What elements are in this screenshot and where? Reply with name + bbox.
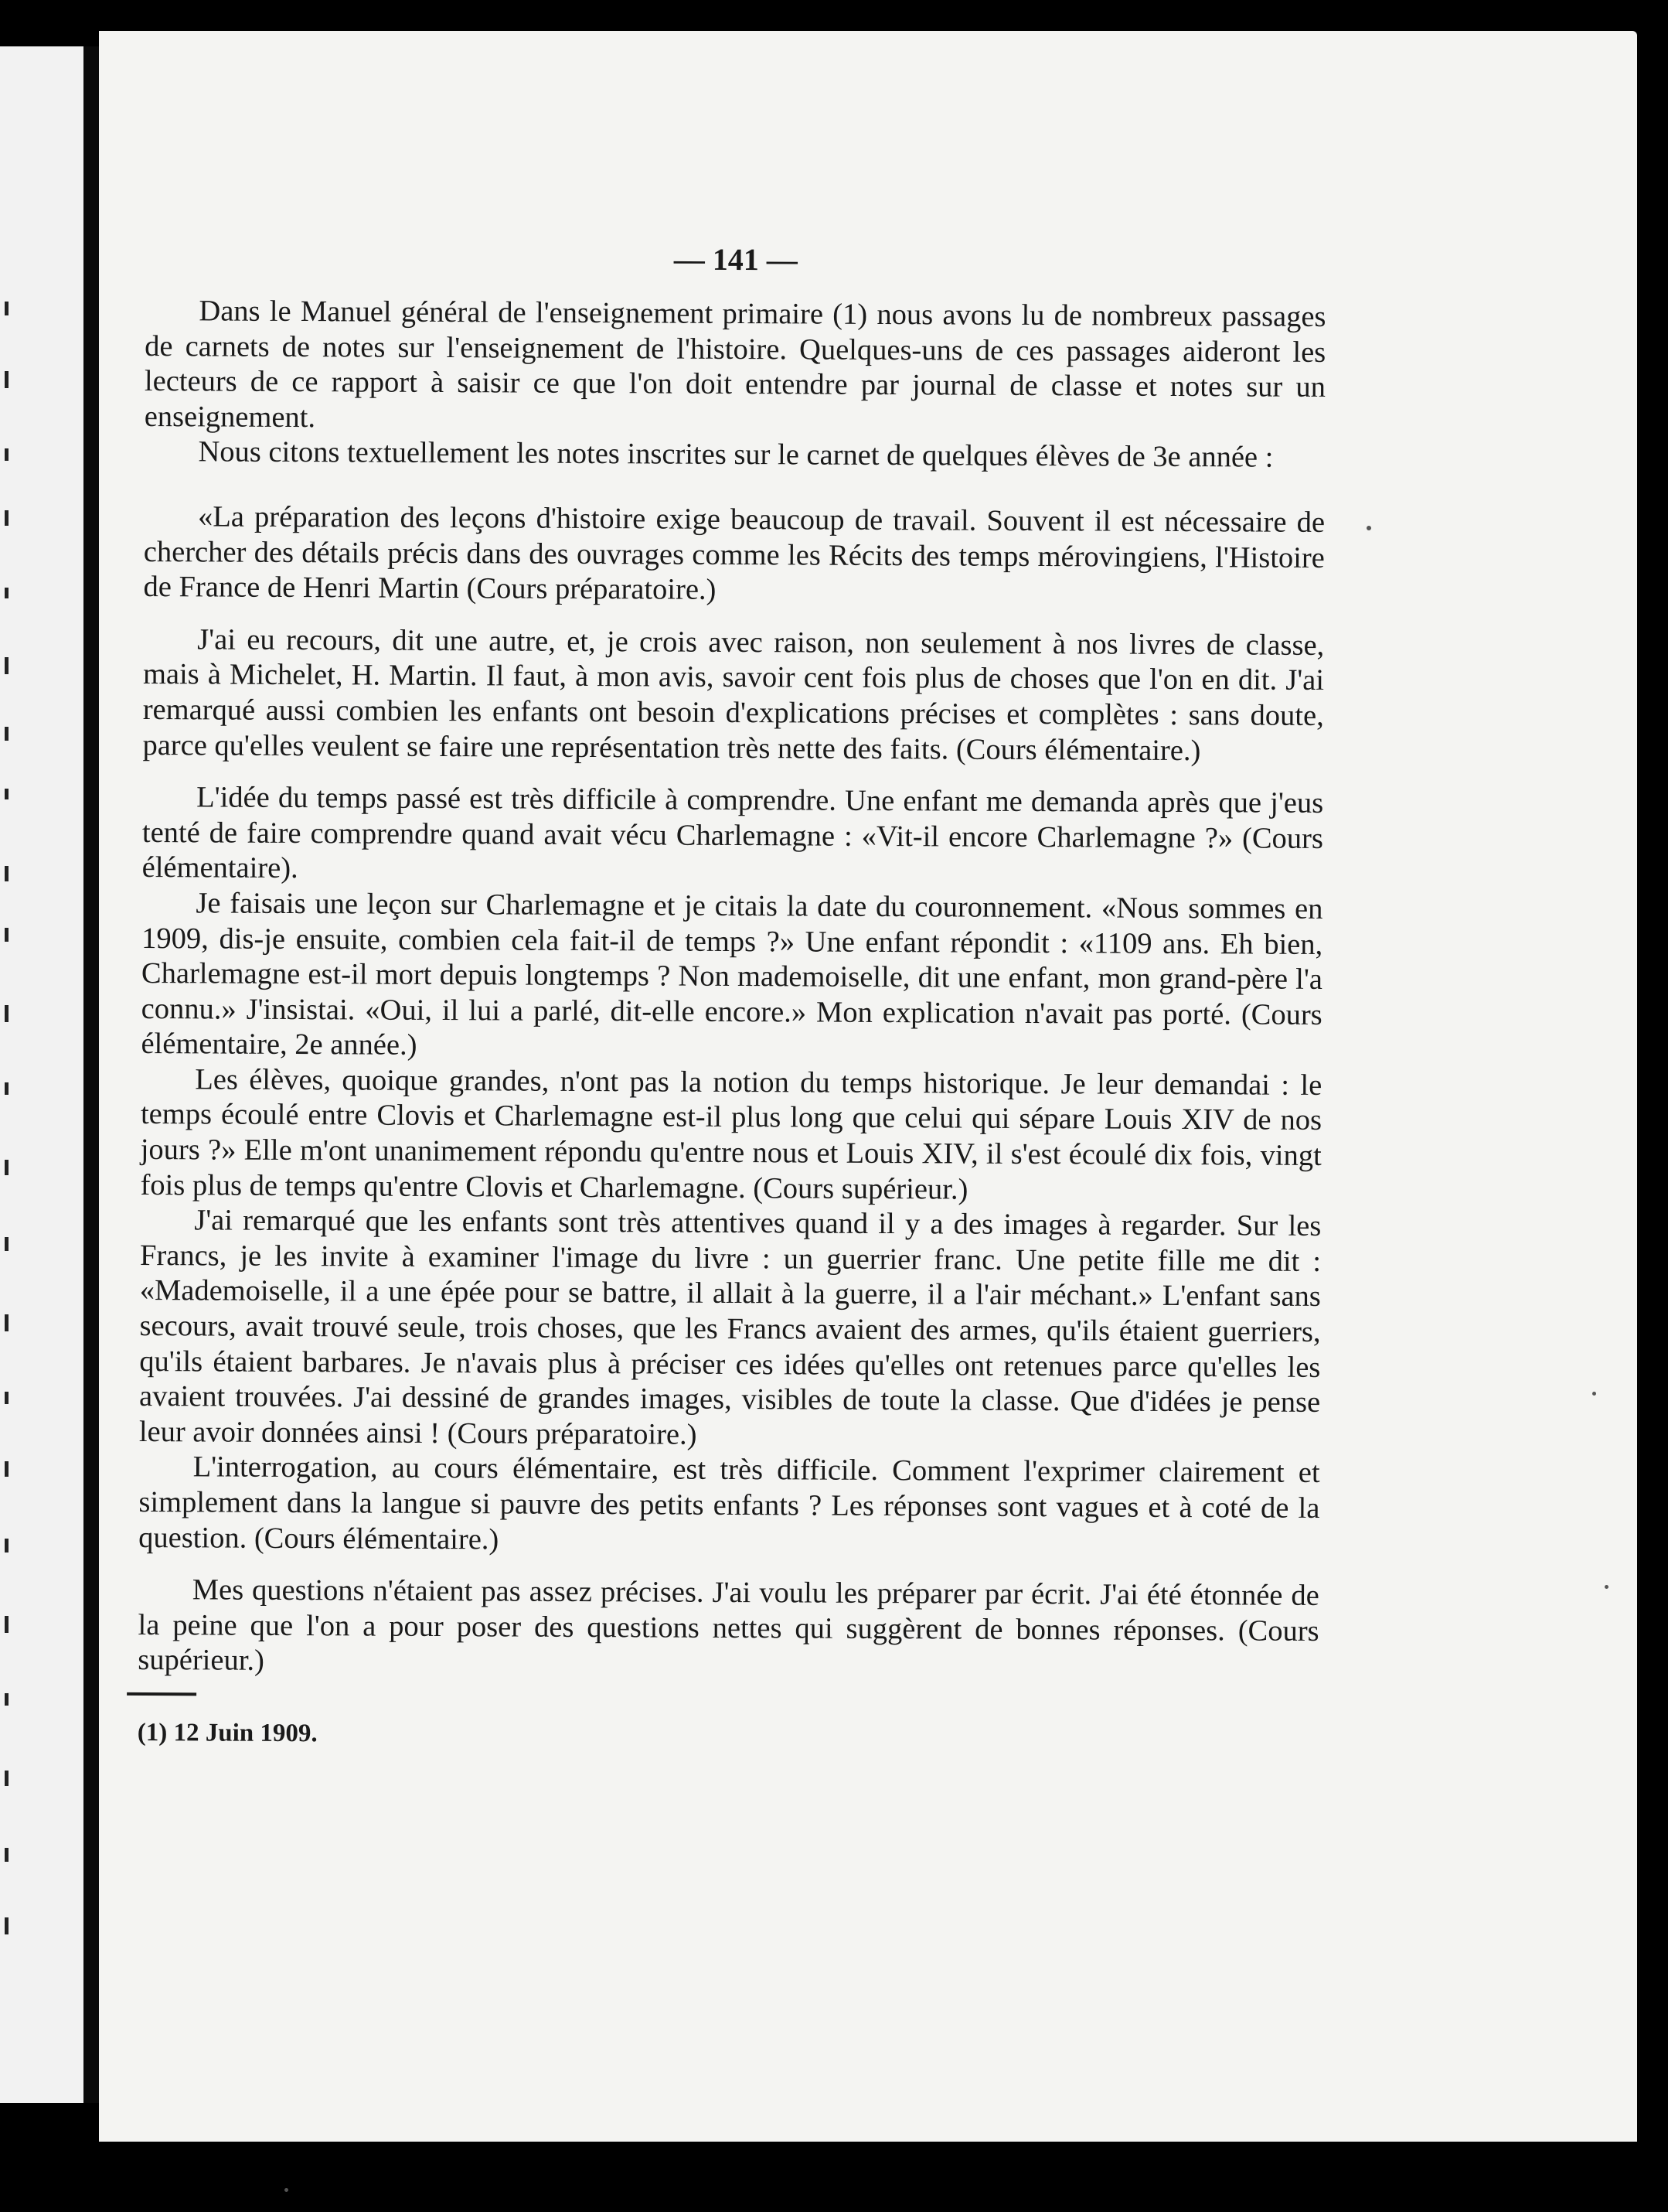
adjacent-page-edge [0,46,83,2103]
paragraph-5: L'idée du temps passé est très difficile à comprendre. Une enfant me demanda après que j'eus tenté de faire comprendre quand avait vécu Charlemagne : «Vit-il encore Charlemagne ?» (Cours élémentaire). [141,781,1324,885]
paragraph-2: Nous citons textuellement les notes inscrites sur le carnet de quelques élèves de 3e année : [198,435,1274,475]
paragraph-3: «La préparation des leçons d'histoire exige beaucoup de travail. Souvent il est nécessaire de chercher des détails précis dans des ouvrages comme les Récits des temps mérovingiens, l'Histoire de France de Henri Martin (Cours préparatoire.) [143,500,1326,607]
paragraph-9: L'interrogation, au cours élémentaire, est très difficile. Comment l'exprimer clairement et simplement dans la langue si pauvre des petits enfants ? Les réponses sont vagues et à coté de la question. (Cours élémentaire.) [138,1450,1320,1556]
footnote-divider [127,1692,196,1696]
page-number: — 141 — [673,241,798,278]
paragraph-8: J'ai remarqué que les enfants sont très attentives quand il y a des images à regarder. Sur les Francs, je les invite à examiner l'image du livre : un guerrier franc. Une petite fille me dit : «Mademoiselle, il a une épée pour se battre, il allait à la guerre, il a l'air méchant.» L'enfant sans secours, avait trouvé seule, trois choses, que les Francs avaient des armes, qu'ils étaient guerriers, qu'ils étaient barbares. Je n'avais plus à préciser ces idées qu'elles ont retenues parce qu'elles les avaient trouvées. J'ai dessiné de grandes images, visibles de toute la classe. Que d'idées je pense leur avoir données ainsi ! (Cours préparatoire.) [138,1204,1322,1451]
paragraph-7: Les élèves, quoique grandes, n'ont pas la notion du temps historique. Je leur demandai : le temps écoulé entre Clovis et Charlemagne est-il plus long que celui qui sépare Louis XIV de nos jours ?» Elle m'ont unanimement répondu qu'entre nous et Louis XIV, il s'est écoulé dix fois, vingt fois plus de temps qu'entre Clovis et Charlemagne. (Cours supérieur.) [140,1063,1322,1206]
page-text [138,233,1326,1757]
paragraph-4: J'ai eu recours, dit une autre, et, je crois avec raison, non seulement à nos livres de classe, mais à Michelet, H. Martin. Il faut, à mon avis, savoir cent fois plus de choses que l'on en dit. J'ai remarqué aussi combien les enfants ont besoin d'explications précises et complètes : sans doute, parce qu'elles veulent se faire une représentation très nette des faits. (Cours élémentaire.) [142,623,1325,767]
scanned-page [99,31,1637,2142]
book-spine [83,46,99,2103]
paragraph-1: Dans le Manuel général de l'enseignement primaire (1) nous avons lu de nombreux passages de carnets de notes sur l'enseignement de l'histoire. Quelques-uns de ces passages aideront les lecteurs de ce rapport à saisir ce que l'on doit entendre par journal de classe et notes sur un enseignement. [144,295,1326,434]
footnote: (1) 12 Juin 1909. [137,1718,318,1748]
paragraph-6: Je faisais une leçon sur Charlemagne et je citais la date du couronnement. «Nous sommes en 1909, dis-je ensuite, combien cela fait-il de temps ?» Une enfant répondit : «1109 ans. Eh bien, Charlemagne est-il mort depuis longtemps ? Non mademoiselle, dit une enfant, mon grand-père l'a connu.» J'insistai. «Oui, il lui a parlé, dit-elle encore.» Mon explication n'avait pas porté. (Cours élémentaire, 2e année.) [141,887,1323,1062]
paragraph-10: Mes questions n'étaient pas assez précises. J'ai voulu les préparer par écrit. J'ai été étonnée de la peine que l'on a pour poser des questions nettes qui suggèrent de bonnes réponses. (Cours supérieur.) [138,1573,1319,1678]
